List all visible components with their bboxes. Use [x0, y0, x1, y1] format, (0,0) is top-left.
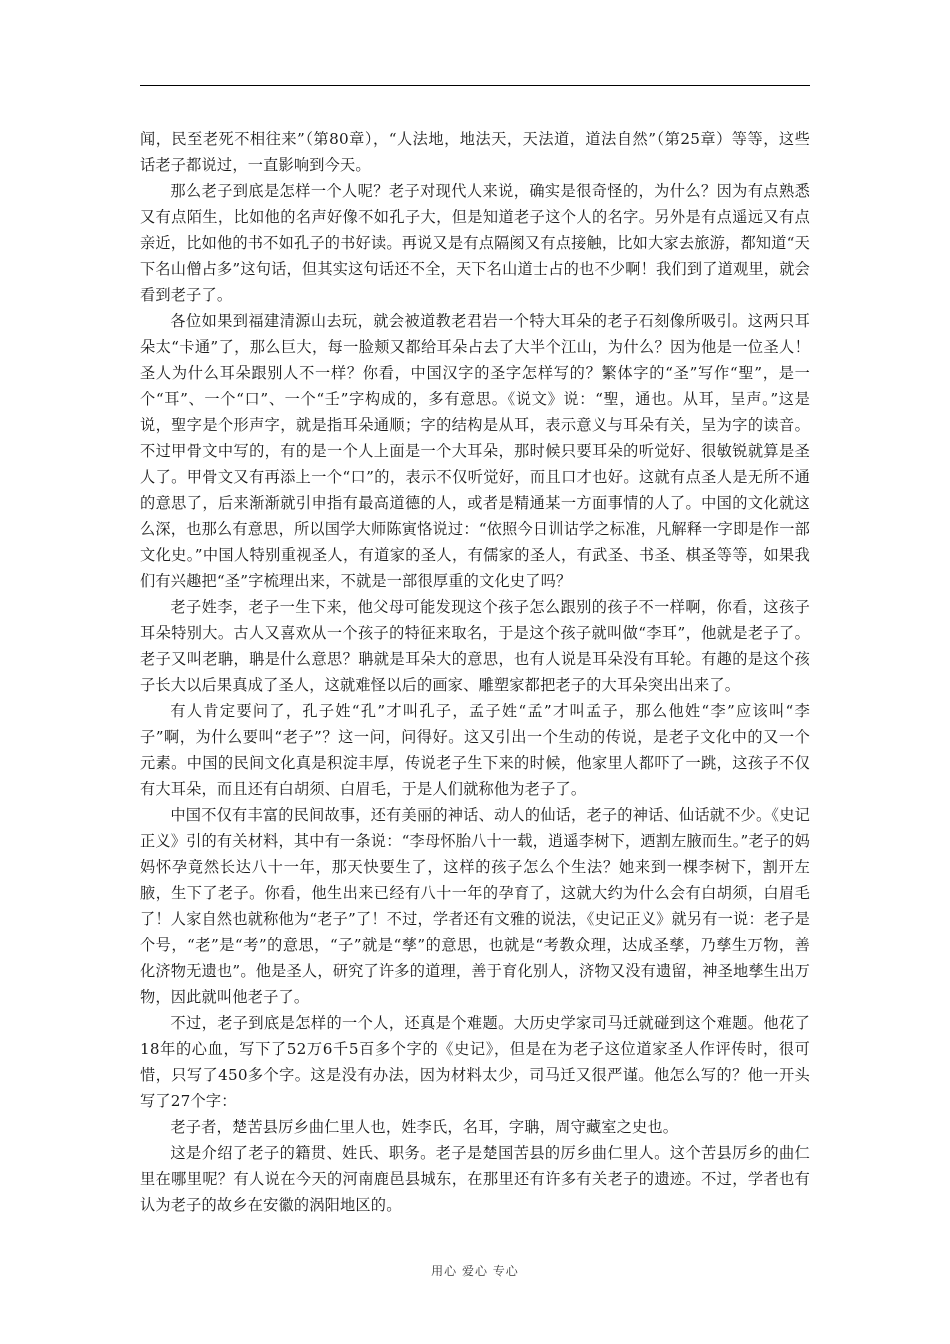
paragraph: 闻，民至老死不相往来”（第80章），“人法地，地法天，天法道，道法自然”（第25章）等等，这些话老子都说过，一直影响到今天。 [140, 130, 810, 174]
paragraph: 不过，老子到底是怎样的一个人，还真是个难题。大历史学家司马迁就碰到这个难题。他花了18年的心血，写下了52万6千5百多个字的《史记》，但是在为老子这位道家圣人作评传时，很可惜，只写了450多个字。这是没有办法，因为材料太少，司马迁又很严谨。他怎么写的？他一开头写了27个字： [140, 1014, 810, 1110]
paragraph: 中国不仅有丰富的民间故事，还有美丽的神话、动人的仙话，老子的神话、仙话就不少。《史记正义》引的有关材料，其中有一条说：“李母怀胎八十一载，逍遥李树下，迺割左腋而生。”老子的妈妈怀孕竟然长达八十一年，那天快要生了，这样的孩子怎么个生法？她来到一棵李树下，割开左腋，生下了老子。你看，他生出来已经有八十一年的孕育了，这就大约为什么会有白胡须，白眉毛了！人家自然也就称他为“老子”了！不过，学者还有文雅的说法，《史记正义》就另有一说：老子是个号，“老”是“考”的意思，“子”就是“孳”的意思，也就是“考教众理，达成圣孳，乃孳生万物，善化济物无遗也”。他是圣人，研究了许多的道理，善于育化别人，济物又没有遗留，神圣地孳生出万物，因此就叫他老子了。 [140, 806, 810, 1006]
paragraph: 有人肯定要问了，孔子姓“孔”才叫孔子，孟子姓“孟”才叫孟子，那么他姓“李”应该叫“李子”啊，为什么要叫“老子”？这一问，问得好。这又引出一个生动的传说，是老子文化中的又一个元素。中国的民间文化真是积淀丰厚，传说老子生下来的时候，他家里人都吓了一跳，这孩子不仅有大耳朵，而且还有白胡须、白眉毛，于是人们就称他为老子了。 [140, 702, 810, 798]
page-footer: 用心 爱心 专心 [431, 1264, 519, 1278]
paragraph: 各位如果到福建清源山去玩，就会被道教老君岩一个特大耳朵的老子石刻像所吸引。这两只耳朵太“卡通”了，那么巨大，每一脸颊又都给耳朵占去了大半个江山，为什么？因为他是一位圣人！圣人为什么耳朵跟别人不一样？你看，中国汉字的圣字怎样写的？繁体字的“圣”写作“聖”，是一个“耳”、一个“口”、一个“壬”字构成的，多有意思。《说文》说：“聖，通也。从耳，呈声。”这是说，聖字是个形声字，就是指耳朵通顺；字的结构是从耳，表示意义与耳朵有关，呈为字的读音。不过甲骨文中写的，有的是一个人上面是一个大耳朵，那时候只要耳朵的听觉好、很敏锐就算是圣人了。甲骨文又有再添上一个“口”的，表示不仅听觉好，而且口才也好。这就有点圣人是无所不通的意思了，后来渐渐就引申指有最高道德的人，或者是精通某一方面事情的人了。中国的文化就这么深，也那么有意思，所以国学大师陈寅恪说过：“依照今日训诂学之标准，凡解释一字即是作一部文化史。”中国人特别重视圣人，有道家的圣人，有儒家的圣人，有武圣、书圣、棋圣等等，如果我们有兴趣把“圣”字梳理出来，不就是一部很厚重的文化史了吗？ [140, 312, 810, 590]
paragraph: 那么老子到底是怎样一个人呢？老子对现代人来说，确实是很奇怪的，为什么？因为有点熟悉又有点陌生，比如他的名声好像不如孔子大，但是知道老子这个人的名字。另外是有点遥远又有点亲近，比如他的书不如孔子的书好读。再说又是有点隔阂又有点接触，比如大家去旅游，都知道“天下名山僧占多”这句话，但其实这句话还不全，天下名山道士占的也不少啊！我们到了道观里，就会看到老子了。 [140, 182, 810, 304]
header-rule [140, 85, 810, 86]
paragraph: 老子姓李，老子一生下来，他父母可能发现这个孩子怎么跟别的孩子不一样啊，你看，这孩子耳朵特别大。古人又喜欢从一个孩子的特征来取名，于是这个孩子就叫做“李耳”，他就是老子了。老子又叫老聃，聃是什么意思？聃就是耳朵大的意思，也有人说是耳朵没有耳轮。有趣的是这个孩子长大以后果真成了圣人，这就难怪以后的画家、雕塑家都把老子的大耳朵突出出来了。 [140, 598, 810, 694]
paragraph: 这是介绍了老子的籍贯、姓氏、职务。老子是楚国苦县的厉乡曲仁里人。这个苦县厉乡的曲仁里在哪里呢？有人说在今天的河南鹿邑县城东，在那里还有许多有关老子的遗迹。不过，学者也有认为老子的故乡在安徽的涡阳地区的。 [140, 1144, 810, 1214]
document-body [140, 126, 810, 1218]
quotation-paragraph: 老子者，楚苦县厉乡曲仁里人也，姓李氏，名耳，字聃，周守藏室之史也。 [170, 1118, 679, 1136]
